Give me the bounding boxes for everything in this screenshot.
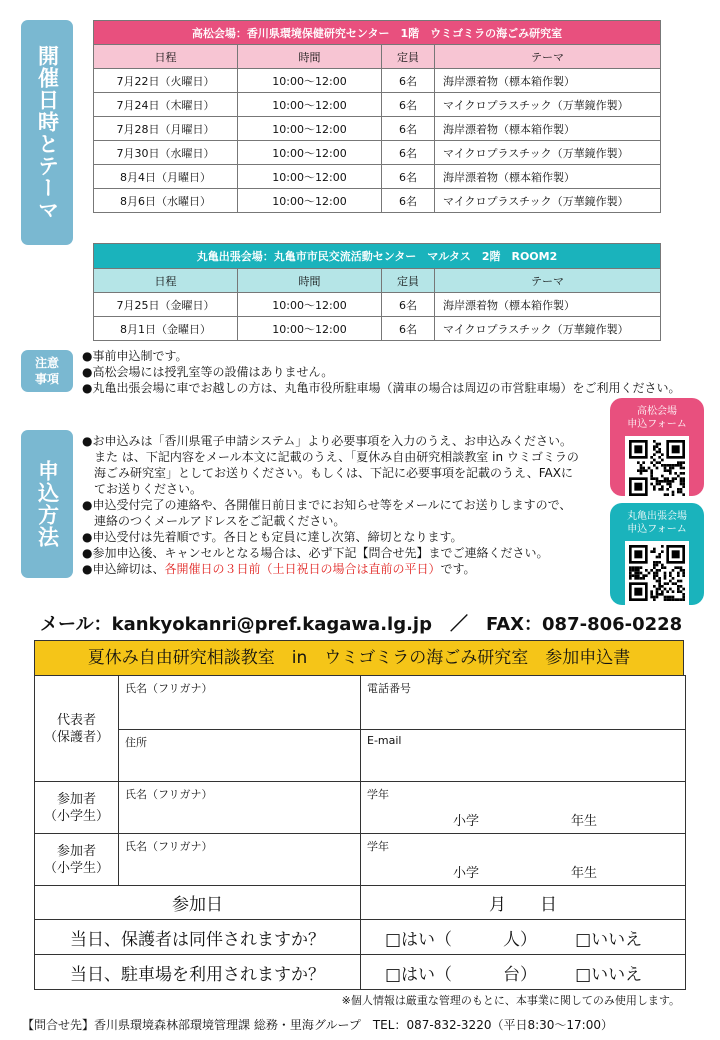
parking-question: 当日、駐車場を利用されますか？ — [35, 955, 361, 990]
day-label: 日 — [540, 895, 557, 915]
representative-label — [35, 676, 119, 782]
apply-instructions — [82, 433, 579, 577]
apply-line: また は、下記内容をメール本文に記載のうえ、「夏休み自由研究相談教室 in ウミゴミラの — [82, 450, 579, 464]
date-cell: 7月24日（木曜日） — [94, 93, 238, 117]
schedule-row — [94, 69, 661, 93]
email-fax-line: メール：kankyokanri@pref.kagawa.lg.jp ／ FAX：087-806-0228 — [40, 614, 683, 635]
header-date: 日程 — [94, 45, 238, 69]
rep-address-field[interactable]: 住所 — [119, 730, 361, 782]
label-line: 参加者 — [56, 843, 96, 859]
takamatsu-qr-box[interactable] — [610, 398, 704, 496]
apply-line: 海ごみ研究室」としてお送りください。もしくは、下記に必要事項を記載のうえ、FAXに — [82, 466, 573, 480]
deadline-suffix: です。 — [440, 562, 476, 576]
elementary-label: 小学 — [453, 814, 480, 829]
participation-date-label: 参加日 — [35, 886, 361, 920]
apply-line: ●お申込みは「香川県電子申請システム」より必要事項を入力のうえ、お申込みください。 — [82, 434, 572, 448]
year-label: 年生 — [571, 866, 598, 881]
time-cell: 10:00～12:00 — [238, 141, 382, 165]
capacity-cell: 6名 — [382, 69, 435, 93]
header-theme: テーマ — [435, 45, 661, 69]
marugame-schedule-table — [93, 243, 661, 341]
contact-footer: 【問合せ先】香川県環境森林部環境管理課 総務・里海グループ TEL：087-832-3220（平日8:30～17:00） — [22, 1018, 613, 1032]
participant2-grade-field[interactable] — [361, 834, 686, 886]
grade-label: 学年 — [367, 788, 389, 801]
qr-code-icon[interactable] — [625, 436, 689, 500]
marugame-caption: 丸亀出張会場：丸亀市市民交流活動センター マルタス 2階 ROOM2 — [94, 244, 661, 269]
schedule-row — [94, 293, 661, 317]
capacity-cell: 6名 — [382, 317, 435, 341]
guardian-question: 当日、保護者は同伴されますか？ — [35, 920, 361, 955]
schedule-row — [94, 117, 661, 141]
parking-answer — [361, 955, 686, 990]
participation-date-field[interactable] — [361, 886, 686, 920]
capacity-cell: 6名 — [382, 93, 435, 117]
qr-title-line: 申込フォーム — [627, 524, 687, 535]
apply-line: 連絡のつくメールアドレスをご記載ください。 — [82, 514, 346, 528]
apply-line: ●申込受付は先着順です。各日とも定員に達し次第、締切となります。 — [82, 530, 463, 544]
header-theme: テーマ — [435, 269, 661, 293]
date-cell: 7月30日（水曜日） — [94, 141, 238, 165]
qr-title-line: 高松会場 — [637, 406, 677, 417]
note-item: ●丸亀出張会場に車でお越しの方は、丸亀市役所駐車場（満車の場合は周辺の市営駐車場）をご利用ください。 — [82, 381, 681, 395]
grade-label: 学年 — [367, 840, 389, 853]
date-cell: 7月22日（火曜日） — [94, 69, 238, 93]
apply-deadline — [82, 561, 579, 577]
apply-line: てお送りください。 — [82, 482, 203, 496]
guardian-answer — [361, 920, 686, 955]
theme-cell: 海岸漂着物（標本箱作製） — [435, 165, 661, 189]
participant2-name-field[interactable]: 氏名（フリガナ） — [119, 834, 361, 886]
notes-list — [82, 348, 680, 396]
header-time: 時間 — [238, 269, 382, 293]
takamatsu-schedule-table — [93, 20, 661, 213]
schedule-section-label: 開催日時とテーマ — [21, 20, 73, 245]
participant2-label — [35, 834, 119, 886]
rep-email-field[interactable]: E-mail — [361, 730, 686, 782]
label-line: 代表者 — [56, 712, 96, 728]
date-cell: 8月6日（水曜日） — [94, 189, 238, 213]
deadline-prefix: ●申込締切は、 — [82, 562, 165, 576]
notes-label-line2: 事項 — [34, 372, 59, 386]
time-cell: 10:00～12:00 — [238, 69, 382, 93]
guardian-yes-checkbox[interactable]: □はい（ 人） — [385, 929, 538, 950]
month-label: 月 — [489, 895, 506, 915]
theme-cell: 海岸漂着物（標本箱作製） — [435, 117, 661, 141]
label-line: 参加者 — [56, 791, 96, 807]
schedule-row — [94, 189, 661, 213]
takamatsu-qr-title — [610, 398, 704, 431]
theme-cell: マイクロプラスチック（万華鏡作製） — [435, 317, 661, 341]
schedule-row — [94, 317, 661, 341]
participant1-name-field[interactable]: 氏名（フリガナ） — [119, 782, 361, 834]
participant1-grade-field[interactable] — [361, 782, 686, 834]
date-cell: 7月28日（月曜日） — [94, 117, 238, 141]
schedule-row — [94, 165, 661, 189]
schedule-row — [94, 93, 661, 117]
deadline-highlight: 各開催日の３日前（土日祝日の場合は直前の平日） — [164, 562, 441, 576]
elementary-label: 小学 — [453, 866, 480, 881]
label-line: （小学生） — [43, 860, 109, 876]
header-capacity: 定員 — [382, 45, 435, 69]
rep-name-field[interactable]: 氏名（フリガナ） — [119, 676, 361, 730]
date-cell: 8月1日（金曜日） — [94, 317, 238, 341]
time-cell: 10:00～12:00 — [238, 117, 382, 141]
qr-code-icon[interactable] — [625, 541, 689, 605]
grade-row — [367, 862, 679, 881]
apply-section-label: 申込方法 — [21, 430, 73, 578]
theme-cell: マイクロプラスチック（万華鏡作製） — [435, 189, 661, 213]
label-line: （小学生） — [43, 808, 109, 824]
time-cell: 10:00～12:00 — [238, 93, 382, 117]
parking-no-checkbox[interactable]: □いいえ — [575, 964, 643, 985]
capacity-cell: 6名 — [382, 141, 435, 165]
capacity-cell: 6名 — [382, 293, 435, 317]
header-date: 日程 — [94, 269, 238, 293]
apply-line: ●参加申込後、キャンセルとなる場合は、必ず下記【問合せ先】までご連絡ください。 — [82, 546, 549, 560]
time-cell: 10:00～12:00 — [238, 317, 382, 341]
time-cell: 10:00～12:00 — [238, 293, 382, 317]
note-item: ●高松会場には授乳室等の設備はありません。 — [82, 365, 334, 379]
note-item: ●事前申込制です。 — [82, 349, 188, 363]
guardian-no-checkbox[interactable]: □いいえ — [575, 929, 643, 950]
participant1-label — [35, 782, 119, 834]
theme-cell: マイクロプラスチック（万華鏡作製） — [435, 141, 661, 165]
date-cell: 8月4日（月曜日） — [94, 165, 238, 189]
rep-phone-field[interactable]: 電話番号 — [361, 676, 686, 730]
qr-title-line: 申込フォーム — [627, 419, 687, 430]
header-time: 時間 — [238, 45, 382, 69]
date-cell: 7月25日（金曜日） — [94, 293, 238, 317]
marugame-qr-box[interactable] — [610, 503, 704, 605]
header-capacity: 定員 — [382, 269, 435, 293]
theme-cell: 海岸漂着物（標本箱作製） — [435, 293, 661, 317]
label-line: （保護者） — [43, 729, 109, 745]
theme-cell: 海岸漂着物（標本箱作製） — [435, 69, 661, 93]
notes-section-label — [21, 350, 73, 392]
time-cell: 10:00～12:00 — [238, 189, 382, 213]
capacity-cell: 6名 — [382, 117, 435, 141]
marugame-qr-title — [610, 503, 704, 536]
takamatsu-caption: 高松会場：香川県環境保健研究センター 1階 ウミゴミラの海ごみ研究室 — [94, 21, 661, 45]
application-form — [34, 675, 686, 990]
privacy-note: ※個人情報は厳重な管理のもとに、本事業に関してのみ使用します。 — [341, 994, 680, 1007]
schedule-row — [94, 141, 661, 165]
theme-cell: マイクロプラスチック（万華鏡作製） — [435, 93, 661, 117]
notes-label-line1: 注意 — [34, 356, 59, 370]
apply-line: ●申込受付完了の連絡や、各開催日前日までにお知らせ等をメールにてお送りしますので、 — [82, 498, 572, 512]
capacity-cell: 6名 — [382, 189, 435, 213]
capacity-cell: 6名 — [382, 165, 435, 189]
time-cell: 10:00～12:00 — [238, 165, 382, 189]
year-label: 年生 — [571, 814, 598, 829]
grade-row — [367, 810, 679, 829]
parking-yes-checkbox[interactable]: □はい（ 台） — [385, 964, 538, 985]
qr-title-line: 丸亀出張会場 — [627, 511, 687, 522]
form-title: 夏休み自由研究相談教室 in ウミゴミラの海ごみ研究室 参加申込書 — [34, 640, 684, 676]
